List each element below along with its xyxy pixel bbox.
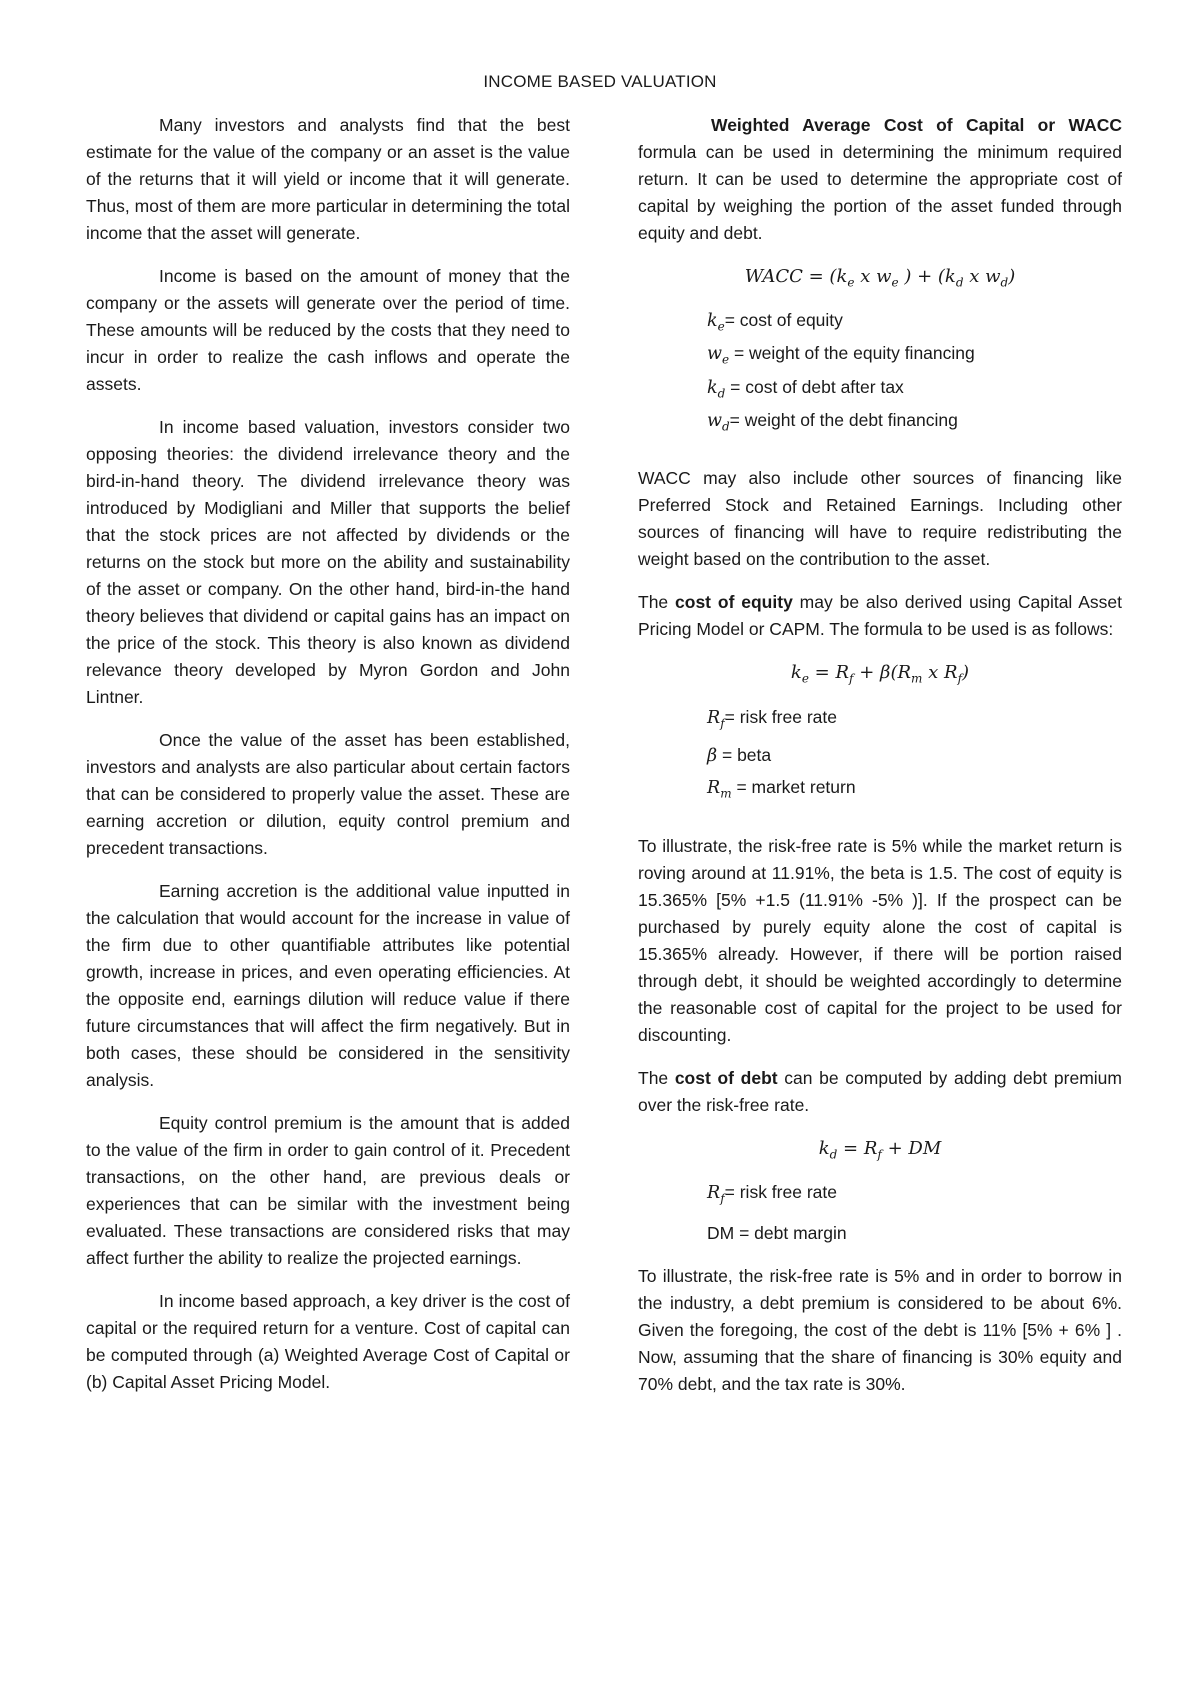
formula-var: DM <box>908 1138 942 1160</box>
definition-text: = weight of the equity financing <box>729 343 975 364</box>
formula-op: = ( <box>802 266 837 287</box>
definition-var <box>707 377 726 401</box>
definition-row <box>707 772 1122 810</box>
paragraph-illustration-equity: To illustrate, the risk-free rate is 5% while the market return is roving around at 11.91%, the beta is 1.5. The cost of equity is 15.365% [5% +1.5 (11.91% -5% )]. If the prospect can be purchased by purely equity alone the cost of capital is 15.365% already. However, if there will be portion raised through debt, it should be weighted accordingly to determine the reasonable cost of capital for the project to be used for discounting. <box>638 836 1122 1046</box>
wacc-lhs: WACC <box>744 266 803 287</box>
spacer <box>638 825 1122 833</box>
wacc-term: Weighted Average Cost of Capital or WACC <box>711 115 1122 135</box>
text-run: The <box>638 591 676 612</box>
definition-var <box>707 411 730 434</box>
formula-op: + <box>881 1138 909 1160</box>
formula-sub: d <box>829 1147 838 1162</box>
capm-definitions <box>638 702 1122 809</box>
definition-var <box>707 746 717 766</box>
formula-sub: f <box>877 1147 882 1162</box>
formula-op: ) <box>962 661 970 683</box>
formula-var: R <box>944 661 958 683</box>
spacer <box>638 457 1122 465</box>
formula-sub: f <box>957 671 963 686</box>
paragraph-dividend-theories: In income based valuation, investors consider two opposing theories: the dividend irrelevance theory and the bird-in-hand theory. The dividend irrelevance theory was introduced by Modigliani and Miller that supports the belief that the stock prices are not affected by dividends or the returns on the stock but more on the ability and sustainability of the asset or company. On the other hand, bird-in-the hand theory believes that dividend or capital gains has an impact on the price of the stock. This theory is also known as dividend relevance theory developed by Myron Gordon and John Lintner. <box>86 417 570 707</box>
formula-op: x <box>963 266 986 287</box>
var-base: R <box>707 777 721 798</box>
definition-var <box>707 1182 725 1206</box>
definition-var <box>707 344 730 367</box>
paragraph-income: Income is based on the amount of money that the company or the assets will generate over the period of time. These amounts will be reduced by the costs that they need to incur in order to realize the cash inflows and operate the assets. <box>86 266 570 394</box>
var-sub: d <box>717 386 726 401</box>
formula-op: ( <box>890 661 898 683</box>
var-sub: d <box>721 419 730 434</box>
formula-sub: m <box>911 671 923 686</box>
capm-formula <box>638 659 1122 693</box>
var-sub: f <box>720 1191 725 1206</box>
formula-var: k <box>836 266 848 287</box>
paragraph-value-factors: Once the value of the asset has been established, investors and analysts are also particular about certain factors that can be considered to properly value the asset. These are earning accretion or dilution, equity control premium and precedent transactions. <box>86 730 570 858</box>
paragraph-cost-of-debt <box>638 1065 1122 1119</box>
var-sub: m <box>720 786 732 801</box>
formula-var: β <box>880 661 891 683</box>
formula-var: k <box>790 661 802 683</box>
right-column <box>638 112 1122 1414</box>
definition-row <box>707 407 1122 441</box>
definition-row <box>707 374 1122 408</box>
formula-sub: f <box>849 671 854 686</box>
formula-op: + <box>853 661 881 683</box>
formula-var: k <box>818 1138 830 1160</box>
formula-sub: e <box>891 275 899 290</box>
text-run: may be also derived using Capital Asset Pricing Model or CAPM. The formula to be used is as follows: <box>638 591 1122 639</box>
definition-var <box>707 777 732 801</box>
definition-var <box>707 310 725 334</box>
left-column <box>86 112 570 1412</box>
formula-var: R <box>897 661 912 683</box>
formula-var: w <box>985 266 1001 287</box>
formula-sub: e <box>801 671 809 686</box>
formula-op: ) + ( <box>898 266 945 287</box>
formula-sub: e <box>847 275 855 290</box>
formula-op: x <box>854 266 877 287</box>
var-base: k <box>707 310 718 331</box>
text-run: can be computed by adding debt premium over the risk-free rate. <box>638 1068 1122 1116</box>
formula-op: = <box>837 1138 864 1160</box>
var-base: w <box>707 344 722 365</box>
paragraph-illustration-debt: To illustrate, the risk-free rate is 5% and in order to borrow in the industry, a debt premium is considered to be about 6%. Given the foregoing, the cost of the debt is 11% [5% + 6% ] . Now, assuming that the share of financing is 30% equity and 70% debt, and the tax rate is 30%. <box>638 1266 1122 1395</box>
definition-text: = weight of the debt financing <box>729 410 958 431</box>
cost-of-debt-definitions <box>638 1179 1122 1248</box>
formula-op: = <box>808 661 836 683</box>
paragraph-wacc-other-sources: WACC may also include other sources of financing like Preferred Stock and Retained Earnings. Including other sources of financing will have to require redistributing the weight based on the contribution to the asset. <box>638 467 1122 569</box>
text-run: The <box>638 1068 675 1089</box>
formula-var: w <box>876 266 892 287</box>
paragraph-equity-control: Equity control premium is the amount that is added to the value of the firm in order to gain control of it. Precedent transactions, on the other hand, are previous deals or experiences that can be similar with the investment being evaluated. These transactions are considered risks that may affect further the ability to realize the projected earnings. <box>86 1113 570 1268</box>
definition-var <box>707 708 725 731</box>
definition-text: = market return <box>731 776 856 797</box>
paragraph-intro: Many investors and analysts find that the best estimate for the value of the company or an asset is the value of the returns that it will yield or income that it will generate. Thus, most of them are more particular in determining the total income that the asset will generate. <box>86 115 570 243</box>
page-title: INCOME BASED VALUATION <box>483 72 717 91</box>
formula-var: R <box>835 661 850 683</box>
spacer <box>707 1212 1122 1220</box>
definition-row <box>707 340 1122 374</box>
paragraph-wacc-intro <box>638 112 1122 247</box>
var-sub: e <box>717 319 725 334</box>
definition-row <box>707 307 1122 341</box>
var-base: k <box>707 377 718 398</box>
var-base: β <box>707 745 718 766</box>
wacc-formula <box>638 263 1122 297</box>
var-base: R <box>707 1182 721 1203</box>
var-sub: e <box>721 352 730 367</box>
cost-of-equity-term: cost of equity <box>675 591 793 612</box>
wacc-intro-text: formula can be used in determining the minimum required return. It can be used to determine the appropriate cost of capital by weighing the portion of the asset funded through equity and debt. <box>638 142 1122 243</box>
definition-text: = risk free rate <box>724 1181 837 1202</box>
formula-sub: d <box>955 275 964 290</box>
formula-sub: d <box>1000 275 1009 290</box>
paragraph-earning-accretion: Earning accretion is the additional value inputted in the calculation that would account for the increase in value of the firm due to other quantifiable attributes like potential growth, increase in prices, and even operating efficiencies. At the opposite end, earnings dilution will reduce value if there future circumstances that will affect the firm negatively. But in both cases, these should be considered in the sensitivity analysis. <box>86 881 570 1090</box>
formula-op: x <box>922 661 945 683</box>
var-sub: f <box>720 716 725 731</box>
definition-text: = cost of debt after tax <box>725 376 904 397</box>
definition-row: DM = debt margin <box>707 1223 847 1244</box>
definition-row <box>707 740 1122 772</box>
definition-row <box>707 1179 1122 1213</box>
formula-var: k <box>944 266 956 287</box>
definition-text: = risk free rate <box>724 707 837 728</box>
definition-text: = beta <box>717 744 772 765</box>
formula-op: ) <box>1008 266 1016 287</box>
formula-var: R <box>863 1138 878 1160</box>
cost-of-debt-formula <box>638 1135 1122 1169</box>
var-base: w <box>707 411 722 432</box>
definition-row <box>707 702 1122 740</box>
paragraph-cost-of-equity <box>638 589 1122 643</box>
wacc-definitions <box>638 307 1122 441</box>
paragraph-cost-of-capital: In income based approach, a key driver is the cost of capital or the required return for a venture. Cost of capital can be computed through (a) Weighted Average Cost of Capital or (b) Capital Asset Pricing Model. <box>86 1291 570 1392</box>
var-base: R <box>707 708 721 729</box>
definition-text: = cost of equity <box>724 309 843 330</box>
cost-of-debt-term: cost of debt <box>674 1068 778 1089</box>
